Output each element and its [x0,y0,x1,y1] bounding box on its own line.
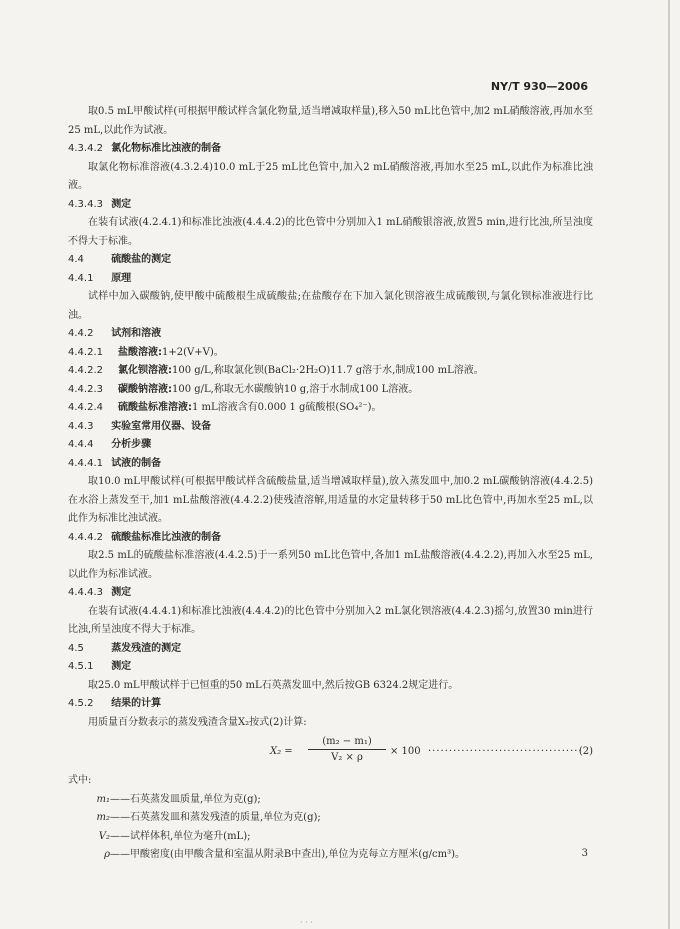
paragraph: 取0.5 mL甲酸试样(可根据甲酸试样含氯化物量,适当增减取样量),移入50 mL比色管中,加2 mL硝酸溶液,再加水至25 mL,以此作为试液。 [68,106,593,136]
reagent-item [68,381,593,400]
section-number: 4.4.3 [68,420,94,432]
variable-symbol: m₁ [96,793,110,805]
section-number: 4.4.2 [68,328,94,339]
formula-denominator: V₂ × ρ [331,752,363,763]
section-number: 4.4.4.3 [68,587,103,598]
formula-numerator: (m₂ − m₁) [308,734,386,750]
item-number: 4.4.2.4 [68,402,103,413]
section-heading [68,325,593,344]
section-title: 分析步骤 [111,439,152,450]
section-number: 4.4.4 [68,439,94,450]
formula-leader-dots: ····································· [428,746,583,757]
section-number: 4.3.4.2 [68,143,103,154]
variable-description: ——试样体积,单位为毫升(mL); [110,830,251,842]
variable-description: ——石英蒸发皿质量,单位为克(g); [110,793,261,805]
section-title: 测定 [111,661,132,672]
section-number: 4.3.4.3 [68,198,103,210]
formula-multiplier: × 100 [390,746,421,757]
section-heading [68,418,593,437]
section-title: 试液的制备 [111,457,162,469]
reagent-item [68,399,593,418]
variable-definition [68,809,593,828]
paragraph: 取氯化物标准溶液(4.3.2.4)10.0 mL于25 mL比色管中,加入2 mL硝酸溶液,再加水至25 mL,以此作为标准比浊液。 [68,161,593,191]
section-heading [68,695,593,714]
section-title: 实验室常用仪器、设备 [111,420,212,432]
text-blocks [68,103,593,732]
item-label: 碳酸钠溶液: [118,383,172,395]
page-number: 3 [581,848,588,859]
section-heading [68,529,593,548]
bottom-edge-marks: · · · [300,918,313,927]
section-number: 4.4 [68,254,84,265]
section-number: 4.5 [68,642,84,654]
formula-2 [68,734,593,768]
section-number: 4.4.1 [68,272,94,284]
variable-description: ——石英蒸发皿和蒸发残渣的质量,单位为克(g); [110,812,321,823]
section-number: 4.5.1 [68,661,94,672]
section-number: 4.4.4.1 [68,457,103,469]
section-heading [68,455,593,474]
item-label: 氯化钡溶液: [118,365,172,376]
section-heading [68,196,593,215]
reagent-item [68,362,593,381]
paragraph: 取2.5 mL的硫酸盐标准溶液(4.4.2.5)于一系列50 mL比色管中,各加1 mL盐酸溶液(4.4.2.2),再加入水至25 mL,以此作为标准试液。 [68,550,593,580]
variable-definitions [68,791,593,865]
where-label: 式中: [68,775,92,786]
section-title: 硫酸盐标准比浊液的制备 [111,531,222,543]
item-number: 4.4.2.2 [68,365,103,376]
section-heading [68,640,593,659]
section-title: 试剂和溶液 [111,328,162,339]
variable-definition [68,828,593,847]
item-label: 盐酸溶液: [118,346,162,358]
variable-definition [68,791,593,810]
section-heading [68,436,593,455]
section-title: 硫酸盐的测定 [111,254,172,265]
reagent-item [68,344,593,363]
section-title: 测定 [111,587,132,598]
paragraph: 用质量百分数表示的蒸发残渣含量X₂按式(2)计算: [88,716,307,728]
section-title: 氯化物标准比浊液的制备 [111,143,222,154]
section-title: 测定 [111,198,132,210]
variable-symbol: V₂ [98,830,110,842]
section-heading [68,251,593,270]
section-heading [68,270,593,289]
variable-definition [68,846,593,865]
section-number: 4.5.2 [68,698,94,709]
item-text: 1+2(V+V)。 [162,346,224,358]
item-text: 100 g/L,称取无水碳酸钠10 g,溶于水制成100 L溶液。 [172,383,419,395]
section-title: 结果的计算 [111,698,162,709]
formula-number: (2) [578,746,593,757]
page-edge-shadow [668,0,670,929]
item-label: 硫酸盐标准溶液: [118,402,192,413]
item-number: 4.4.2.3 [68,383,103,395]
paragraph: 取10.0 mL甲酸试样(可根据甲酸试样含硫酸盐量,适当增减取样量),放入蒸发皿中,加0.2 mL碳酸钠溶液(4.4.2.5)在水浴上蒸发至干,加1 mL盐酸溶液(4.4.2.2)使残渣溶解,用适量的水定量转移于50 mL比色管中,再加水至25 mL,以此作为标准比浊试液。 [68,476,593,524]
paragraph: 取25.0 mL甲酸试样于已恒重的50 mL石英蒸发皿中,然后按GB 6324.2规定进行。 [88,679,459,691]
paragraph: 在装有试液(4.2.4.1)和标准比浊液(4.4.4.2)的比色管中分别加入1 mL硝酸银溶液,放置5 min,进行比浊,所呈浊度不得大于标准。 [68,217,593,247]
section-heading [68,584,593,603]
item-text: 100 g/L,称取氯化钡(BaCl₂·2H₂O)11.7 g溶于水,制成100 mL溶液。 [172,365,484,376]
section-number: 4.4.4.2 [68,531,103,543]
section-heading [68,140,593,159]
item-text: 1 mL溶液含有0.000 1 g硫酸根(SO₄²⁻)。 [192,402,382,413]
paragraph: 试样中加入碳酸钠,使甲酸中硫酸根生成硫酸盐;在盐酸存在下加入氯化钡溶液生成硫酸钡,与氯化钡标准液进行比浊。 [68,291,593,321]
variable-symbol: ρ [104,849,110,860]
item-number: 4.4.2.1 [68,346,103,358]
page-content [68,103,593,865]
section-title: 原理 [111,272,132,284]
variable-symbol: m₂ [96,812,110,823]
standard-code: NY/T 930—2006 [490,80,588,93]
section-title: 蒸发残渣的测定 [111,642,182,654]
variable-description: ——甲酸密度(由甲酸含量和室温从附录B中查出),单位为克每立方厘米(g/cm³)。 [110,849,465,860]
section-heading [68,658,593,677]
formula-fraction [308,734,386,765]
formula-lhs: X₂ = [270,746,293,757]
paragraph: 在装有试液(4.4.4.1)和标准比浊液(4.4.4.2)的比色管中分别加入2 mL氯化钡溶液(4.4.2.3)摇匀,放置30 min进行比浊,所呈浊度不得大于标准。 [68,605,593,635]
